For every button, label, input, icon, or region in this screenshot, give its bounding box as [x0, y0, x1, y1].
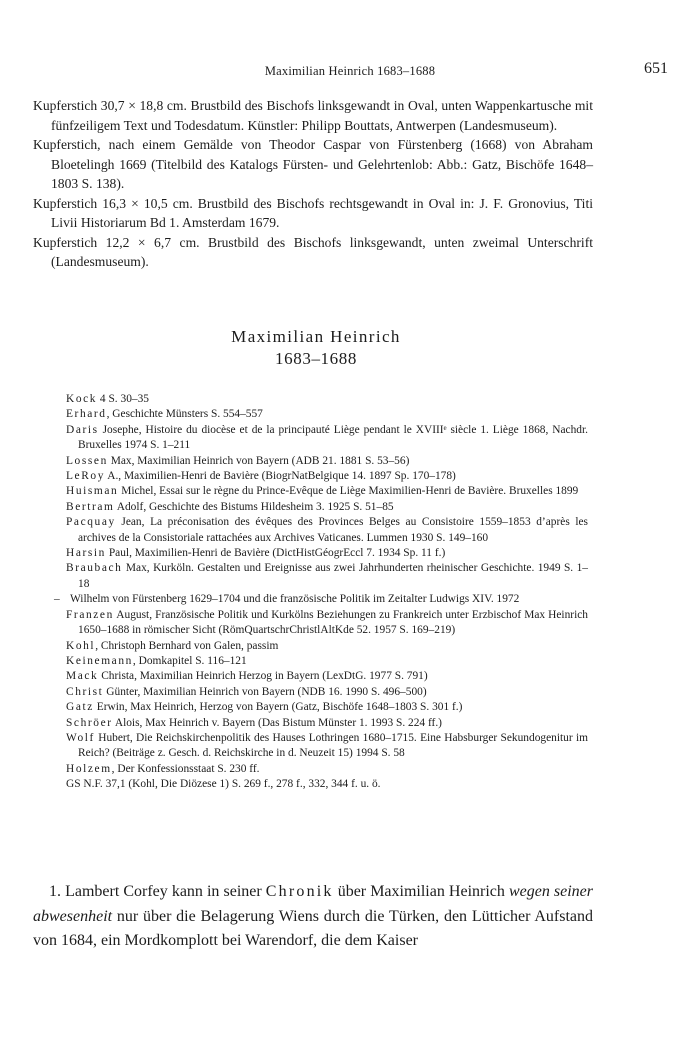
bibliography-entry [66, 700, 588, 715]
portrait-entry: Kupferstich 30,7 × 18,8 cm. Brustbild des Bischofs linksgewandt in Oval, unten Wappenkartusche mit fünfzeiligem Text und Todesdatum. Künstler: Philipp Bouttats, Antwerpen (Landesmuseum). [33, 98, 593, 133]
bib-author: Schröer [66, 716, 113, 729]
section-title: Maximilian Heinrich [231, 327, 401, 346]
bib-author: Keinemann [66, 654, 133, 667]
bib-text: A., Maximilien-Henri de Bavière (BiogrNatBelgique 14. 1897 Sp. 170–178) [105, 470, 456, 483]
chronik-term: Chronik [265, 883, 334, 900]
bib-text: , Domkapitel S. 116–121 [132, 654, 247, 667]
bibliography-entry [66, 469, 588, 484]
bib-text: , Der Konfessionsstaat S. 230 ff. [111, 762, 260, 775]
bibliography-entry [66, 546, 588, 561]
bib-author: Wolf [66, 731, 95, 744]
bib-text: Max, Maximilian Heinrich von Bayern (ADB 21. 1881 S. 53–56) [107, 454, 410, 467]
bibliography-entry [66, 561, 588, 592]
bib-author: Mack [66, 670, 99, 683]
bib-author: Franzen [66, 608, 114, 621]
bibliography-entry [66, 654, 588, 669]
portrait-entry: Kupferstich, nach einem Gemälde von Theodor Caspar von Fürstenberg (1668) von Abraham Bloetelingh 1669 (Titelbild des Katalogs Fürsten- und Gelehrtenlob: Abb.: Gatz, Bischöfe 1648–1803 S. 138). [33, 137, 593, 191]
bibliography-entry [66, 484, 588, 499]
section-years: 1683–1688 [275, 349, 357, 368]
bib-text: Josephe, Histoire du diocèse et de la principauté Liège pendant le XVIIIᵉ siècle 1. Liège 1868, Nachdr. Bruxelles 1974 S. 1–211 [78, 423, 588, 452]
bibliography-entry [66, 777, 588, 792]
bib-author: Pacquay [66, 516, 116, 529]
bibliography-entry [66, 407, 588, 422]
bib-text: Adolf, Geschichte des Bistums Hildesheim 3. 1925 S. 51–85 [114, 500, 394, 513]
body-paragraph [33, 880, 593, 954]
portrait-entry: Kupferstich 16,3 × 10,5 cm. Brustbild des Bischofs rechtsgewandt in Oval in: J. F. Gronovius, Titi Livii Historiarum Bd 1. Amsterdam 1679. [33, 195, 593, 230]
bib-author: Bertram [66, 500, 115, 513]
bib-text: Michel, Essai sur le règne du Prince-Evêque de Liège Maximilien-Henri de Bavière. Bruxelles 1899 [118, 485, 579, 498]
portrait-entry: Kupferstich 12,2 × 6,7 cm. Brustbild des Bischofs linksgewandt, unten zweimal Unterschrift (Landesmuseum). [33, 234, 593, 269]
bibliography-list [54, 392, 588, 793]
ditto-dash: – [54, 593, 60, 606]
bib-text: Erwin, Max Heinrich, Herzog von Bayern (Gatz, Bischöfe 1648–1803 S. 301 f.) [93, 701, 463, 714]
portrait-list [33, 96, 593, 272]
bibliography-entry [66, 762, 588, 777]
bib-author: Harsin [66, 547, 106, 560]
bibliography-entry [66, 454, 588, 469]
bib-text: , Christoph Bernhard von Galen, passim [95, 639, 279, 652]
bibliography-entry [66, 500, 588, 515]
bib-author: Huisman [66, 485, 119, 498]
bibliography-entry [66, 392, 588, 407]
bibliography-entry [66, 731, 588, 762]
page-number: 651 [644, 60, 668, 77]
bib-text: 4 S. 30–35 [97, 393, 149, 405]
bibliography-entry [66, 608, 588, 639]
bib-text: Günter, Maximilian Heinrich von Bayern (NDB 16. 1990 S. 496–500) [103, 685, 427, 698]
bib-text: Wilhelm von Fürstenberg 1629–1704 und die französische Politik im Zeitalter Ludwigs XIV. 1972 [70, 593, 520, 606]
bib-author: Christ [66, 685, 104, 698]
bib-text: Christa, Maximilian Heinrich Herzog in Bayern (LexDtG. 1977 S. 791) [98, 670, 428, 683]
bib-author: Kohl [66, 639, 96, 652]
bibliography-entry [66, 639, 588, 654]
bibliography-entry [54, 592, 588, 607]
bib-text: Alois, Max Heinrich v. Bayern (Das Bistum Münster 1. 1993 S. 224 ff.) [112, 716, 442, 729]
bibliography-entry [66, 423, 588, 454]
bib-text: August, Französische Politik und Kurkölns Beziehungen zu Frankreich unter Erzbischof Max Heinrich 1650–1688 in römischer Sicht (RömQuartschrChristlAltKde 52. 1957 S. 169–219) [78, 608, 588, 637]
body-text [33, 880, 593, 954]
bib-text: Paul, Maximilien-Henri de Bavière (DictHistGéogrEccl 7. 1934 Sp. 11 f.) [105, 547, 446, 560]
bib-text: Max, Kurköln. Gestalten und Ereignisse aus zwei Jahrhunderten rheinischer Geschichte. 1949 S. 1–18 [78, 562, 588, 590]
bib-author: Kock [66, 393, 98, 405]
body-text-part: 1. Lambert Corfey kann in seiner [49, 883, 266, 900]
running-head [30, 60, 670, 82]
bib-author: Lossen [66, 454, 108, 467]
bibliography-entry [66, 716, 588, 731]
bibliography-entry [66, 669, 588, 684]
bib-author: Daris [66, 423, 99, 436]
body-text-part: nur über die Belagerung Wiens durch die Türken, den Lütticher Aufstand von 1684, ein Mordkomplott bei Warendorf, die dem Kaiser [33, 907, 593, 949]
bib-author: Erhard [66, 408, 107, 421]
bib-text: , Geschichte Münsters S. 554–557 [106, 408, 263, 421]
bib-author: Gatz [66, 701, 94, 714]
bib-text: Hubert, Die Reichskirchenpolitik des Hauses Lothringen 1680–1715. Eine Habsburger Sekundogenitur im Reich? (Beiträge z. Gesch. d. Reichskirche in d. Neuzeit 15) 1994 S. 58 [78, 731, 588, 760]
bibliography-entry [66, 515, 588, 546]
bib-author: Holzem [66, 762, 112, 775]
bib-author: Braubach [66, 562, 123, 575]
running-title: Maximilian Heinrich 1683–1688 [264, 64, 436, 78]
body-text-part: über Maximilian Heinrich [333, 883, 509, 900]
bibliography-entry [66, 685, 588, 700]
quoted-emphasis: wegen seiner abwesenheit [33, 883, 594, 925]
section-heading [0, 326, 632, 370]
bib-text: Jean, La préconisation des évêques des Provinces Belges au Consistoire 1559–1853 d’après les archives de la Consistoriale rattachées aux Archives Vaticanes. Lummen 1930 S. 149–160 [78, 516, 588, 544]
bib-text: GS N.F. 37,1 (Kohl, Die Diözese 1) S. 269 f., 278 f., 332, 344 f. u. ö. [66, 778, 381, 791]
bib-author: LeRoy [66, 470, 106, 483]
